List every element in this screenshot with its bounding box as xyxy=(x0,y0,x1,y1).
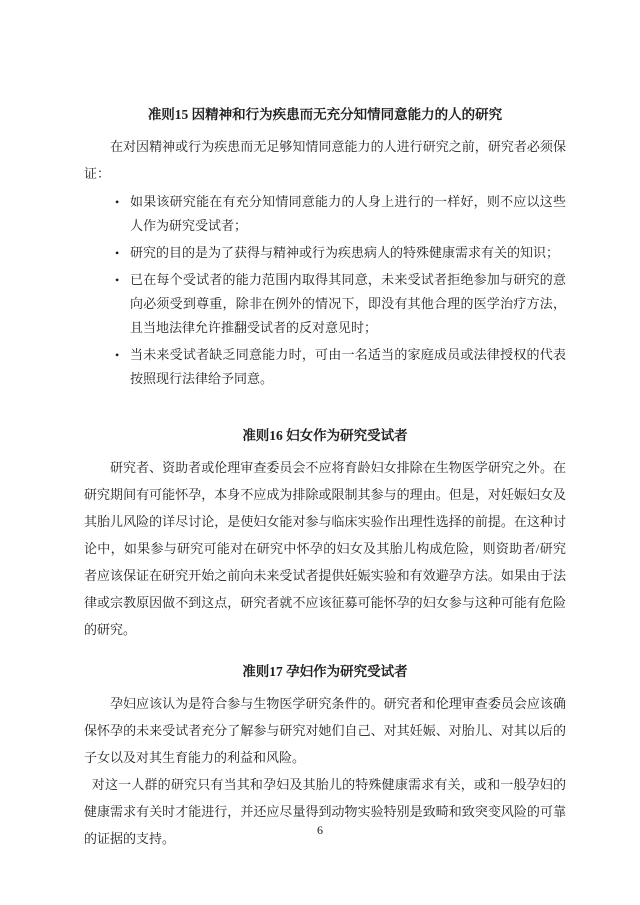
list-item xyxy=(115,241,566,265)
guideline-15-heading: 准则15 因精神和行为疾患而无充分知情同意能力的人的研究 xyxy=(147,107,503,122)
list-item xyxy=(115,268,566,340)
bullet-icon: • xyxy=(115,273,120,287)
guideline-16-heading: 准则16 妇女作为研究受试者 xyxy=(242,428,408,443)
guideline-17-heading: 准则17 孕妇作为研究受试者 xyxy=(242,664,408,679)
bullet-text: 研究的目的是为了获得与精神或行为疾患病人的特殊健康需求有关的知识； xyxy=(130,245,560,260)
bullet-text: 如果该研究能在有充分知情同意能力的人身上进行的一样好，则不应以这些人作为研究受试者； xyxy=(130,194,566,233)
list-item xyxy=(115,343,566,391)
bullet-icon: • xyxy=(115,195,120,209)
guideline-17-paragraph-2: 对这一人群的研究只有当其和孕妇及其胎儿的特殊健康需求有关，或和一般孕妇的健康需求有关时才能进行，并还应尽量得到动物实验特别是致畸和致突变风险的可靠的证据的支持。 xyxy=(84,777,566,846)
guideline-17-paragraph-1: 孕妇应该认为是符合参与生物医学研究条件的。研究者和伦理审查委员会应该确保怀孕的未来受试者充分了解参与研究对她们自己、对其妊娠、对胎儿、对其以后的子女以及对其生育能力的利益和风险。 xyxy=(84,696,566,765)
bullet-icon: • xyxy=(115,348,120,362)
bullet-text: 已在每个受试者的能力范围内取得其同意，未来受试者拒绝参加与研究的意向必须受到尊重，除非在例外的情况下，即没有其他合理的医学治疗方法，且当地法律允许推翻受试者的反对意见时； xyxy=(130,272,566,335)
list-item xyxy=(115,190,566,238)
guideline-15-intro: 在对因精神或行为疾患而无足够知情同意能力的人进行研究之前，研究者必须保证： xyxy=(84,139,566,181)
bullet-text: 当未来受试者缺乏同意能力时，可由一名适当的家庭成员或法律授权的代表按照现行法律给予同意。 xyxy=(130,347,566,386)
guideline-15-bullet-list xyxy=(84,190,566,391)
text-block xyxy=(84,0,566,852)
page-number: 6 xyxy=(317,823,323,837)
guideline-16-paragraph: 研究者、资助者或伦理审查委员会不应将育龄妇女排除在生物医学研究之外。在研究期间有可能怀孕，本身不应成为排除或限制其参与的理由。但是，对妊娠妇女及其胎儿风险的详尽讨论，是使妇女能对参与临床实验作出理性选择的前提。在这种讨论中，如果参与研究可能对在研究中怀孕的妇女及其胎儿构成危险，则资助者/研究者应该保证在研究开始之前向未来受试者提供妊娠实验和有效避孕方法。如果由于法律或宗教原因做不到这点，研究者就不应该征募可能怀孕的妇女参与这种可能有危险的研究。 xyxy=(84,460,566,637)
bullet-icon: • xyxy=(115,246,120,260)
